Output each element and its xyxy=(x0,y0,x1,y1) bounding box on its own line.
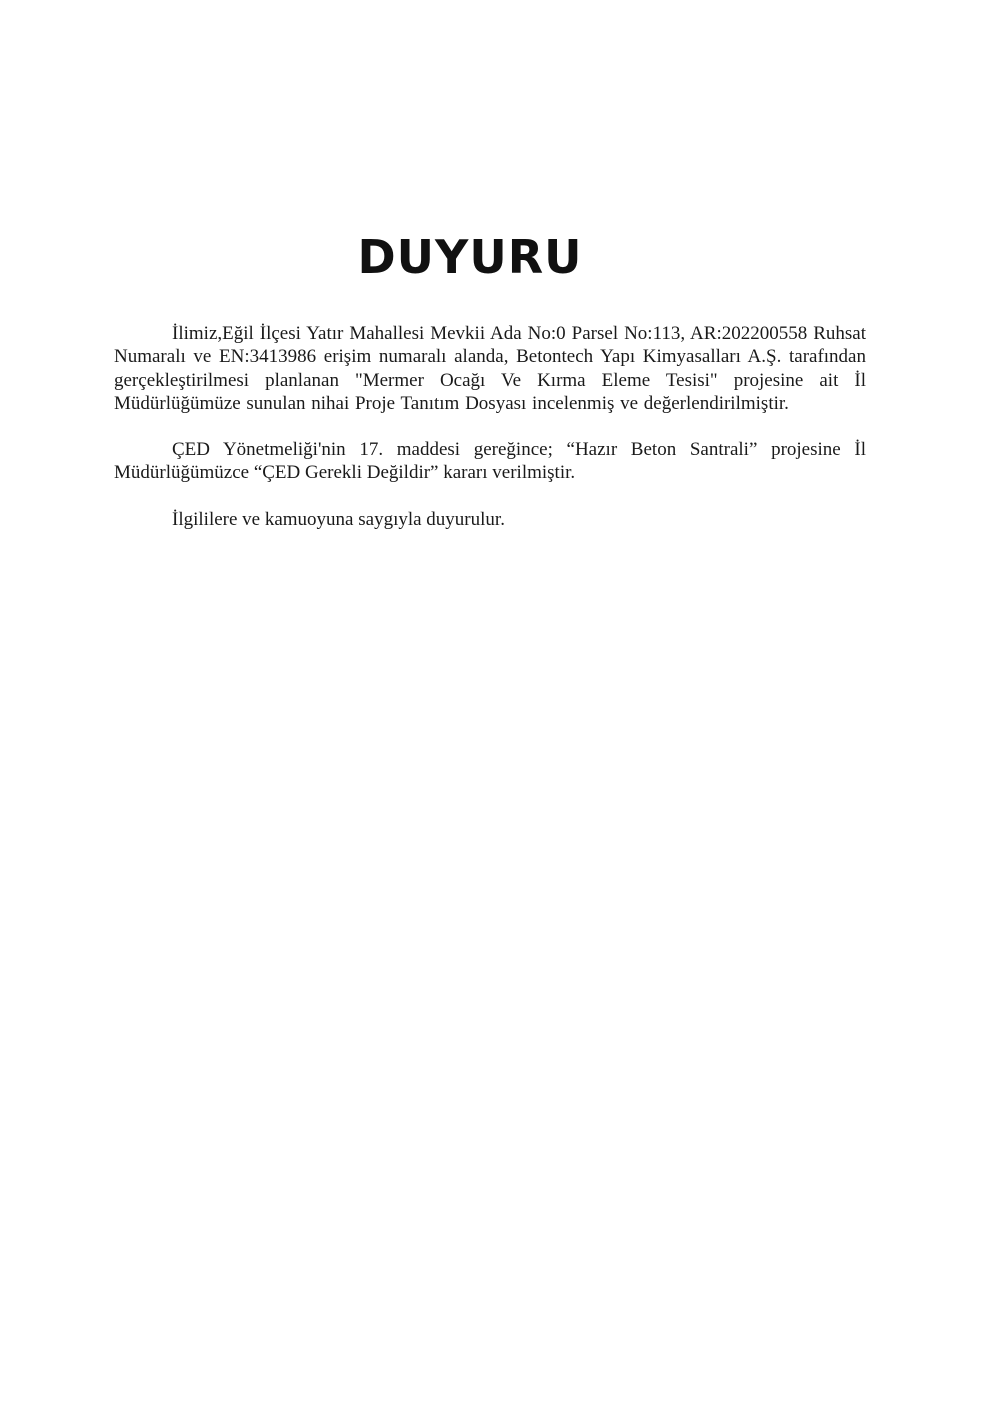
paragraph-project-info: İlimiz,Eğil İlçesi Yatır Mahallesi Mevkii Ada No:0 Parsel No:113, AR:202200558 Ruhsat Numaralı ve EN:3413986 erişim numaralı alanda, Betontech Yapı Kimyasalları A.Ş. tarafından gerçekleştirilmesi planlanan "Mermer Ocağı Ve Kırma Eleme Tesisi" projesine ait İl Müdürlüğümüze sunulan nihai Proje Tanıtım Dosyası incelenmiş ve değerlendirilmiştir. xyxy=(114,323,866,414)
paragraph-decision: ÇED Yönetmeliği'nin 17. maddesi gereğince; “Hazır Beton Santrali” projesine İl Müdürlüğümüzce “ÇED Gerekli Değildir” kararı verilmiştir. xyxy=(114,439,866,484)
paragraph-closing: İlgililere ve kamuoyuna saygıyla duyurulur. xyxy=(172,508,505,530)
document-body xyxy=(114,322,866,531)
document-title: DUYURU xyxy=(357,230,583,284)
